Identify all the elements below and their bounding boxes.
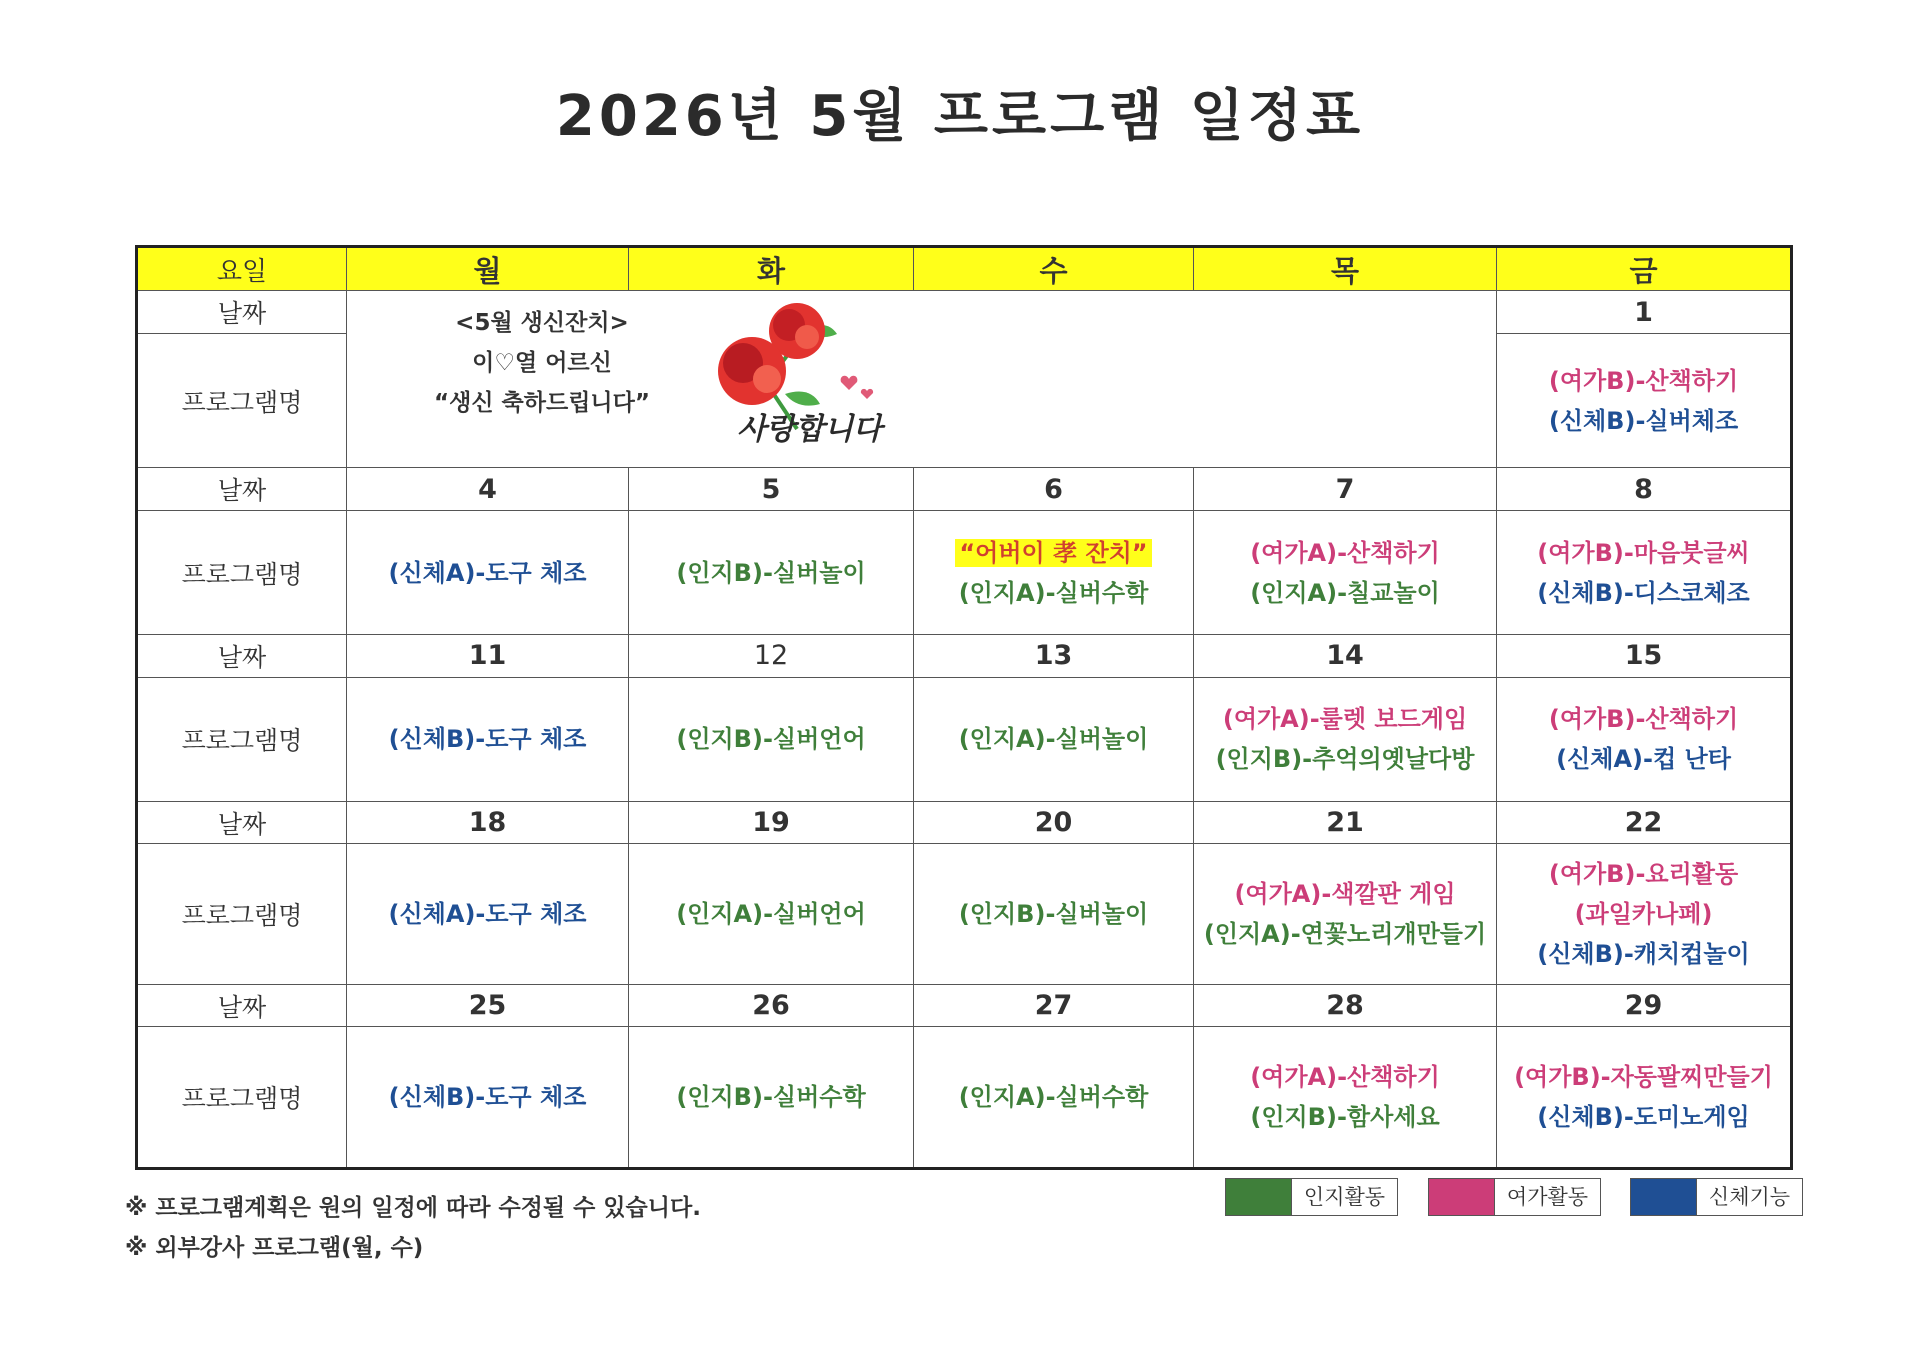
date-tue-26: 26 bbox=[629, 984, 914, 1026]
script-text: 사랑합니다 bbox=[737, 412, 882, 448]
date-row-week-2 bbox=[137, 468, 1792, 510]
date-mon-4: 4 bbox=[347, 468, 629, 510]
program-item: (여가A)-룰렛 보드게임 bbox=[1222, 705, 1468, 734]
program-row-week-2 bbox=[137, 510, 1792, 634]
program-item: (인지A)-칠교놀이 bbox=[1250, 578, 1440, 607]
date-wed-20: 20 bbox=[914, 801, 1194, 843]
header-mon: 월 bbox=[347, 247, 629, 291]
schedule-table bbox=[135, 245, 1793, 1170]
legend-label-physical: 신체기능 bbox=[1697, 1178, 1803, 1216]
header-row bbox=[137, 247, 1792, 291]
program-fri-8 bbox=[1497, 510, 1792, 634]
program-label: 프로그램명 bbox=[137, 333, 347, 468]
event-highlight: “어버이 孝 잔치” bbox=[955, 539, 1151, 567]
date-thu-28: 28 bbox=[1194, 984, 1497, 1026]
program-item: (인지A)-연꽃노리개만들기 bbox=[1203, 920, 1487, 949]
header-thu: 목 bbox=[1194, 247, 1497, 291]
date-label: 날짜 bbox=[137, 291, 347, 334]
program-tue-19 bbox=[629, 844, 914, 985]
program-label: 프로그램명 bbox=[137, 844, 347, 985]
program-mon-4 bbox=[347, 510, 629, 634]
program-item: (여가B)-마음붓글씨 bbox=[1537, 538, 1750, 567]
date-label: 날짜 bbox=[137, 984, 347, 1026]
date-row-week-4 bbox=[137, 801, 1792, 843]
program-item: (신체B)-도구 체조 bbox=[388, 1083, 587, 1112]
legend-swatch-physical bbox=[1630, 1178, 1697, 1216]
program-fri-29 bbox=[1497, 1027, 1792, 1169]
date-thu-7: 7 bbox=[1194, 468, 1497, 510]
program-mon-11 bbox=[347, 677, 629, 801]
page-title: 2026년 5월 프로그램 일정표 bbox=[555, 84, 1365, 149]
program-item: (인지A)-실버수학 bbox=[958, 578, 1149, 607]
date-thu-21: 21 bbox=[1194, 801, 1497, 843]
program-fri-1: (여가B)-산책하기 (신체B)-실버체조 bbox=[1497, 333, 1792, 468]
program-item: (여가B)-요리활동 bbox=[1548, 860, 1739, 889]
program-item: (인지A)-실버언어 bbox=[676, 900, 866, 929]
program-item bbox=[914, 533, 1193, 573]
program-item: (여가A)-색깔판 게임 bbox=[1234, 880, 1456, 909]
program-fri-22 bbox=[1497, 844, 1792, 985]
program-item: (인지A)-실버놀이 bbox=[958, 725, 1149, 754]
date-wed-27: 27 bbox=[914, 984, 1194, 1026]
date-wed-6: 6 bbox=[914, 468, 1194, 510]
program-tue-26 bbox=[629, 1027, 914, 1169]
program-label: 프로그램명 bbox=[137, 1027, 347, 1169]
program-item: (여가B)-산책하기 bbox=[1548, 705, 1739, 734]
legend-physical bbox=[1630, 1178, 1803, 1216]
program-label: 프로그램명 bbox=[137, 510, 347, 634]
legend-swatch-cognitive bbox=[1225, 1178, 1292, 1216]
program-item: (신체A)-컵 난타 bbox=[1556, 745, 1731, 774]
date-row-week-5 bbox=[137, 984, 1792, 1026]
notes bbox=[125, 1188, 701, 1268]
program-row-week-3 bbox=[137, 677, 1792, 801]
date-fri-22: 22 bbox=[1497, 801, 1792, 843]
carnation-icon bbox=[657, 299, 917, 449]
date-fri-15: 15 bbox=[1497, 635, 1792, 677]
legend-label-leisure: 여가활동 bbox=[1495, 1178, 1601, 1216]
date-tue-12: 12 bbox=[629, 635, 914, 677]
program-label: 프로그램명 bbox=[137, 677, 347, 801]
program-item: (여가A)-산책하기 bbox=[1250, 538, 1440, 567]
note-1: ※ 프로그램계획은 원의 일정에 따라 수정될 수 있습니다. bbox=[125, 1195, 701, 1221]
program-item: (신체B)-도미노게임 bbox=[1537, 1103, 1750, 1132]
program-item: (여가A)-산책하기 bbox=[1250, 1063, 1440, 1092]
program-item: (인지B)-실버언어 bbox=[676, 725, 866, 754]
legend-cognitive bbox=[1225, 1178, 1398, 1216]
program-thu-28 bbox=[1194, 1027, 1497, 1169]
date-mon-18: 18 bbox=[347, 801, 629, 843]
program-item: (신체A)-도구 체조 bbox=[388, 900, 587, 929]
program-row-week-4 bbox=[137, 844, 1792, 985]
birthday-banner bbox=[347, 291, 1497, 468]
date-thu-14: 14 bbox=[1194, 635, 1497, 677]
birthday-text: <5월 생신잔치> 이♡열 어르신 “생신 축하드립니다” bbox=[434, 310, 650, 417]
program-wed-20 bbox=[914, 844, 1194, 985]
header-tue: 화 bbox=[629, 247, 914, 291]
program-fri-15 bbox=[1497, 677, 1792, 801]
program-mon-18 bbox=[347, 844, 629, 985]
program-item: (인지B)-추억의옛날다방 bbox=[1215, 745, 1475, 774]
program-tue-12 bbox=[629, 677, 914, 801]
program-item: (신체B)-도구 체조 bbox=[388, 725, 587, 754]
legend-leisure bbox=[1428, 1178, 1601, 1216]
program-thu-7 bbox=[1194, 510, 1497, 634]
program-row-week-5 bbox=[137, 1027, 1792, 1169]
program-thu-21 bbox=[1194, 844, 1497, 985]
date-label: 날짜 bbox=[137, 801, 347, 843]
date-label: 날짜 bbox=[137, 468, 347, 510]
program-item: (신체B)-캐치컵놀이 bbox=[1537, 940, 1750, 969]
date-mon-25: 25 bbox=[347, 984, 629, 1026]
date-tue-19: 19 bbox=[629, 801, 914, 843]
date-tue-5: 5 bbox=[629, 468, 914, 510]
note-2: ※ 외부강사 프로그램(월, 수) bbox=[125, 1235, 424, 1261]
program-item: (인지B)-실버놀이 bbox=[676, 558, 866, 587]
program-wed-27 bbox=[914, 1027, 1194, 1169]
legend-swatch-leisure bbox=[1428, 1178, 1495, 1216]
date-row-week-1 bbox=[137, 291, 1792, 334]
date-row-week-3 bbox=[137, 635, 1792, 677]
program-item: (인지B)-실버놀이 bbox=[958, 900, 1149, 929]
program-thu-14 bbox=[1194, 677, 1497, 801]
program-item: (인지A)-실버수학 bbox=[958, 1083, 1149, 1112]
program-item: (신체B)-디스코체조 bbox=[1537, 578, 1750, 607]
date-label: 날짜 bbox=[137, 635, 347, 677]
program-item: (과일카나페) bbox=[1574, 900, 1713, 929]
program-item: (신체A)-도구 체조 bbox=[388, 558, 587, 587]
program-item: (인지B)-함사세요 bbox=[1250, 1103, 1440, 1132]
date-wed-13: 13 bbox=[914, 635, 1194, 677]
legend-label-cognitive: 인지활동 bbox=[1292, 1178, 1398, 1216]
program-item: (여가B)-자동팔찌만들기 bbox=[1514, 1063, 1773, 1092]
program-item: (인지B)-실버수학 bbox=[676, 1083, 866, 1112]
program-tue-5 bbox=[629, 510, 914, 634]
date-mon-11: 11 bbox=[347, 635, 629, 677]
header-fri: 금 bbox=[1497, 247, 1792, 291]
header-wed: 수 bbox=[914, 247, 1194, 291]
program-mon-25 bbox=[347, 1027, 629, 1169]
weekday-header-label: 요일 bbox=[137, 247, 347, 291]
program-wed-13 bbox=[914, 677, 1194, 801]
program-wed-6 bbox=[914, 510, 1194, 634]
date-fri-29: 29 bbox=[1497, 984, 1792, 1026]
date-fri-8: 8 bbox=[1497, 468, 1792, 510]
date-fri-1: 1 bbox=[1497, 291, 1792, 334]
